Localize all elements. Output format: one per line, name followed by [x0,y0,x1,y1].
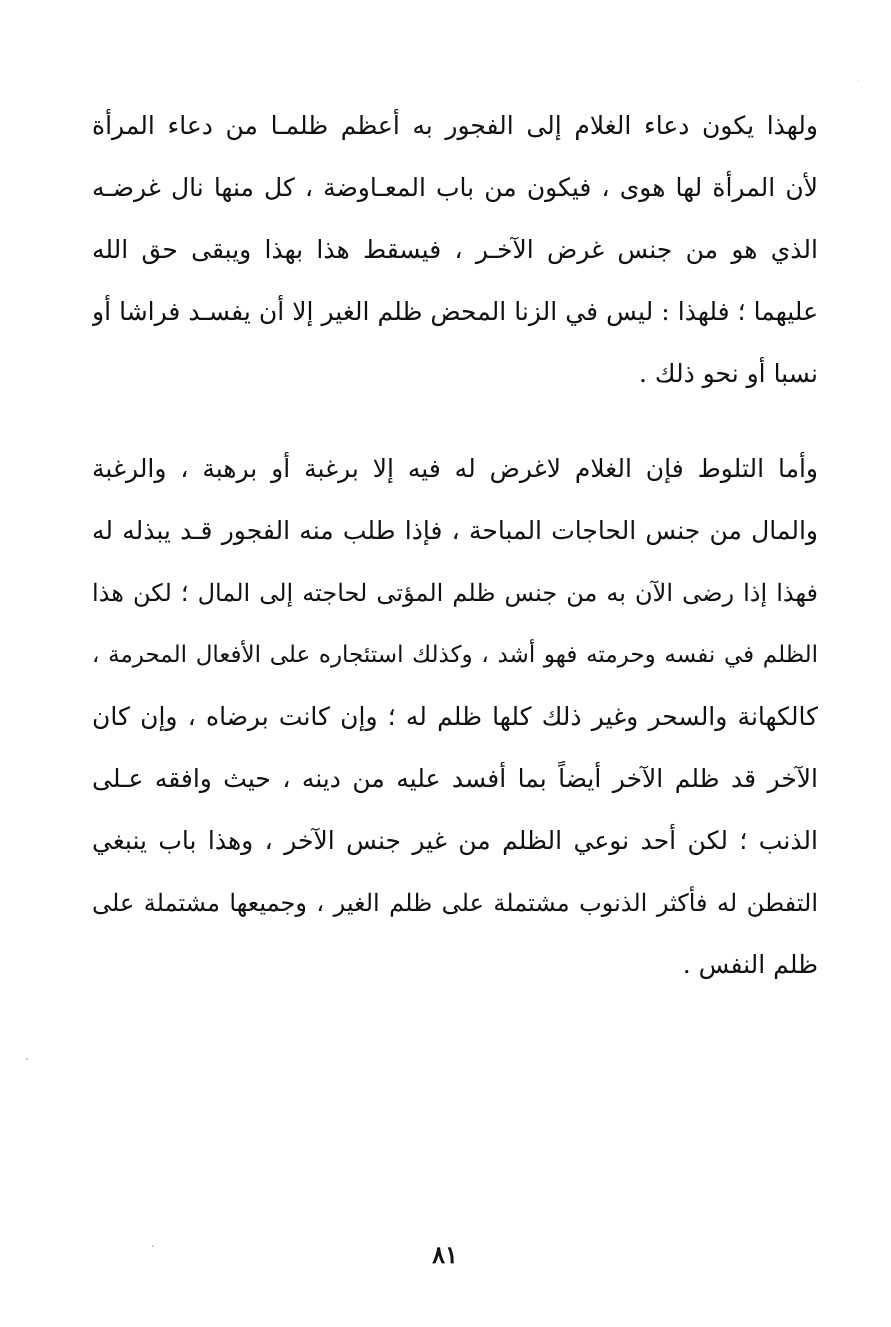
text-line: وأما التلوط فإن الغلام لاغرض له فيه إلا برغبة أو برهبة ، والرغبة [92,454,818,483]
text-line: والمال من جنس الحاجات المباحة ، فإذا طلب منه الفجور قـد يبذله له [92,516,818,545]
text-line: ظلم النفس . [682,950,818,979]
scan-speck [152,1245,154,1247]
scan-speck [26,1058,28,1060]
text-line: الظلم في نفسه وحرمته فهو أشد ، وكذلك استئجاره على الأفعال المحرمة ، [92,642,818,668]
text-line: الذنب ؛ لكن أحد نوعي الظلم من غير جنس الآخر ، وهذا باب ينبغي [92,826,818,855]
paragraph-2 [92,438,818,996]
text-line: عليهما ؛ فلهذا : ليس في الزنا المحض ظلم الغير إلا أن يفسـد فراشا أو [92,297,818,326]
text-line: التفطن له فأكثر الذنوب مشتملة على ظلم الغير ، وجميعها مشتملة على [92,889,818,917]
text-line: كالكهانة والسحر وغير ذلك كلها ظلم له ؛ وإن كانت برضاه ، وإن كان [92,702,818,731]
paragraph-1 [92,95,818,405]
text-line: الآخر قد ظلم الآخر أيضاً بما أفسد عليه من دينه ، حيث وافقه عـلى [92,764,818,793]
text-line: فهذا إذا رضى الآن به من جنس ظلم المؤتى لحاجته إلى المال ؛ لكن هذا [92,579,818,607]
text-line: ولهذا يكون دعاء الغلام إلى الفجور به أعظم ظلمـا من دعاء المرأة [92,111,818,140]
scan-speck [858,80,859,81]
text-line: لأن المرأة لها هوى ، فيكون من باب المعـاوضة ، كل منها نال غرضـه [92,173,818,202]
text-line: الذي هو من جنس غرض الآخـر ، فيسقط هذا بهذا ويبقى حق الله [92,235,818,264]
page-number: ٨١ [432,1240,458,1269]
text-line: نسبا أو نحو ذلك . [638,359,818,388]
